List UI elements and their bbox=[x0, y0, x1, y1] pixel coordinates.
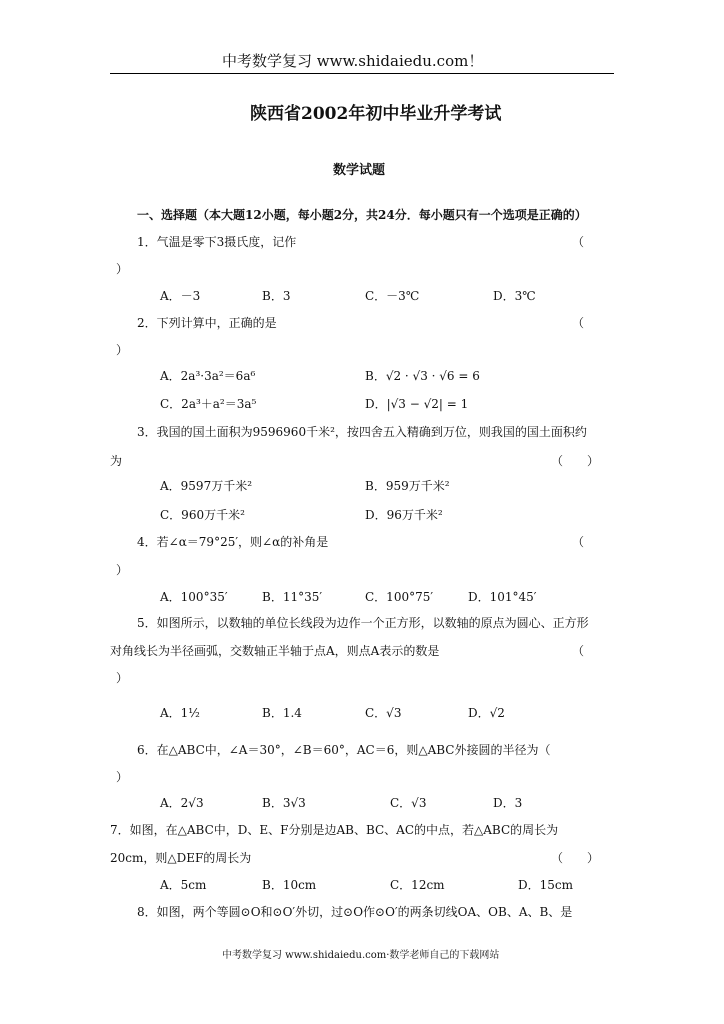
q7-answer-paren: （ ） bbox=[551, 851, 600, 865]
q1-paren-close: ） bbox=[116, 262, 129, 276]
q7-option-b: B．10cm bbox=[262, 878, 317, 892]
q5-stem: 5．如图所示，以数轴的单位长线段为边作一个正方形，以数轴的原点为圆心、正方形 bbox=[137, 616, 589, 630]
q2-option-b: B．√2 · √3 · √6 = 6 bbox=[365, 369, 480, 383]
q2-option-a: A．2a³·3a²＝6a⁶ bbox=[160, 369, 256, 383]
q1-option-c: C．－3℃ bbox=[365, 289, 420, 303]
q3-answer-paren: （ ） bbox=[551, 454, 600, 468]
q1-option-a: A．－3 bbox=[160, 289, 201, 303]
q3-stem: 3．我国的国土面积为9596960千米²，按四舍五入精确到万位，则我国的国土面积约 bbox=[137, 425, 587, 439]
q5-option-d: D．√2 bbox=[468, 706, 505, 720]
q5-option-b: B．1.4 bbox=[262, 706, 302, 720]
header-rule bbox=[110, 73, 614, 74]
q5-option-c: C．√3 bbox=[365, 706, 402, 720]
q4-stem: 4．若∠α＝79°25′，则∠α的补角是 bbox=[137, 535, 329, 549]
q6-option-a: A．2√3 bbox=[160, 796, 204, 810]
q6-option-d: D．3 bbox=[493, 796, 523, 810]
q7-option-a: A．5cm bbox=[160, 878, 207, 892]
q7-stem-cont: 20cm，则△DEF的周长为 bbox=[110, 851, 252, 865]
q4-option-b: B．11°35′ bbox=[262, 590, 323, 604]
q6-option-c: C．√3 bbox=[390, 796, 427, 810]
q6-stem: 6．在△ABC中，∠A＝30°，∠B＝60°，AC＝6，则△ABC外接圆的半径为（ bbox=[137, 743, 551, 757]
exam-subtitle: 数学试题 bbox=[333, 163, 386, 178]
q3-stem-cont: 为 bbox=[110, 454, 123, 468]
q4-paren-open: （ bbox=[572, 535, 585, 549]
q3-option-d: D．96万千米² bbox=[365, 508, 443, 522]
q7-option-d: D．15cm bbox=[518, 878, 573, 892]
q5-paren-close: ） bbox=[116, 671, 129, 685]
q7-option-c: C．12cm bbox=[390, 878, 445, 892]
page-footer: 中考数学复习 www.shidaiedu.com·数学老师自己的下载网站 bbox=[222, 950, 500, 961]
q3-option-c: C．960万千米² bbox=[160, 508, 245, 522]
q5-option-a: A．1½ bbox=[160, 706, 200, 720]
q6-option-b: B．3√3 bbox=[262, 796, 306, 810]
q6-paren-close: ） bbox=[116, 770, 129, 784]
q4-paren-close: ） bbox=[116, 563, 129, 577]
section-heading: 一、选择题（本大题12小题，每小题2分，共24分．每小题只有一个选项是正确的） bbox=[137, 208, 587, 222]
q3-option-b: B．959万千米² bbox=[365, 479, 450, 493]
q3-option-a: A．9597万千米² bbox=[160, 479, 253, 493]
q2-option-d: D．|√3 − √2| = 1 bbox=[365, 397, 469, 411]
q1-option-b: B．3 bbox=[262, 289, 291, 303]
page-header: 中考数学复习 www.shidaiedu.com！ bbox=[222, 52, 484, 70]
q4-option-c: C．100°75′ bbox=[365, 590, 434, 604]
q1-stem: 1．气温是零下3摄氏度，记作 bbox=[137, 235, 297, 249]
q7-stem: 7．如图，在△ABC中，D、E、F分别是边AB、BC、AC的中点，若△ABC的周长为 bbox=[110, 823, 559, 837]
q5-paren-open: （ bbox=[572, 644, 585, 658]
q1-option-d: D．3℃ bbox=[493, 289, 536, 303]
q2-stem: 2．下列计算中，正确的是 bbox=[137, 316, 277, 330]
q4-option-d: D．101°45′ bbox=[468, 590, 537, 604]
q5-stem-cont: 对角线长为半径画弧，交数轴正半轴于点A，则点A表示的数是 bbox=[110, 644, 440, 658]
q2-paren-close: ） bbox=[116, 343, 129, 357]
exam-title: 陕西省2002年初中毕业升学考试 bbox=[250, 104, 502, 124]
q4-option-a: A．100°35′ bbox=[160, 590, 228, 604]
q2-option-c: C．2a³＋a²＝3a⁵ bbox=[160, 397, 257, 411]
q8-stem: 8．如图，两个等圆⊙O和⊙O′外切，过⊙O作⊙O′的两条切线OA、OB、A、B、是 bbox=[137, 905, 573, 919]
q2-paren-open: （ bbox=[572, 316, 585, 330]
q1-paren-open: （ bbox=[572, 235, 585, 249]
